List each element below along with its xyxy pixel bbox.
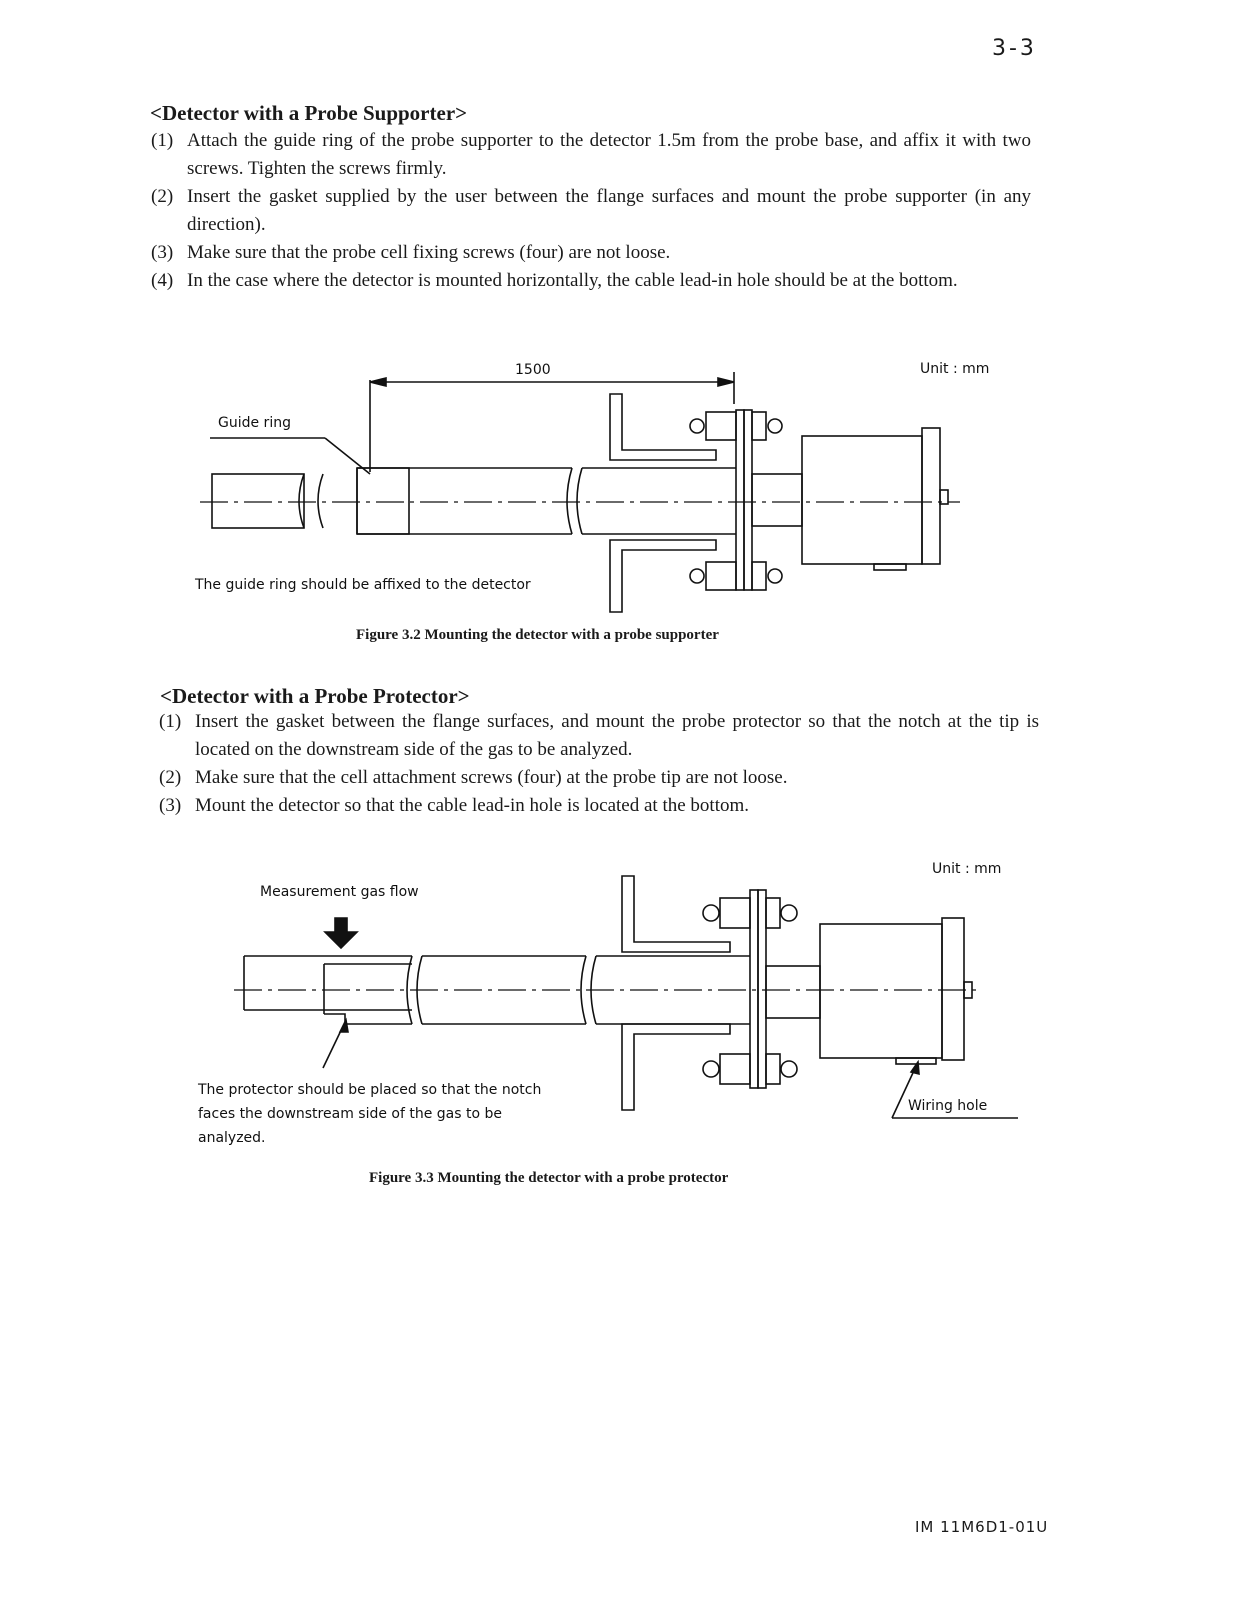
gas-flow-label: Measurement gas flow bbox=[260, 884, 419, 900]
list-item bbox=[151, 127, 1031, 183]
step-text: Make sure that the probe cell fixing screws (four) are not loose. bbox=[187, 242, 671, 263]
step-text: Insert the gasket between the flange surfaces, and mount the probe protector so that the notch at the tip is located on the downstream side of the gas to be analyzed. bbox=[195, 711, 1039, 760]
protector-note-line: The protector should be placed so that the notch bbox=[198, 1082, 542, 1098]
list-item bbox=[159, 792, 1039, 820]
step-number: (1) bbox=[159, 711, 182, 732]
step-number: (2) bbox=[151, 186, 174, 207]
step-number: (3) bbox=[151, 242, 174, 263]
protector-note-line: analyzed. bbox=[198, 1130, 266, 1146]
step-number: (2) bbox=[159, 767, 182, 788]
guide-ring-note: The guide ring should be affixed to the detector bbox=[195, 577, 531, 593]
unit-label: Unit : mm bbox=[920, 361, 990, 377]
step-text: Mount the detector so that the cable lead-in hole is located at the bottom. bbox=[195, 795, 749, 816]
guide-ring-label: Guide ring bbox=[218, 415, 291, 431]
protector-note-line: faces the downstream side of the gas to be bbox=[198, 1106, 502, 1122]
probe-supporter-steps bbox=[151, 127, 1031, 295]
list-item bbox=[151, 267, 1031, 295]
list-item bbox=[159, 708, 1039, 764]
section-heading-probe-supporter: <Detector with a Probe Supporter> bbox=[150, 101, 468, 125]
step-number: (1) bbox=[151, 130, 174, 151]
figure-caption: Figure 3.3 Mounting the detector with a probe protector bbox=[369, 1170, 729, 1186]
figure-probe-supporter-diagram bbox=[180, 352, 1020, 632]
document-id: IM 11M6D1-01U bbox=[915, 1518, 1049, 1536]
step-text: Insert the gasket supplied by the user between the flange surfaces and mount the probe supporter (in any direction). bbox=[187, 186, 1031, 235]
page-number: 3-3 bbox=[992, 36, 1037, 61]
list-item bbox=[151, 183, 1031, 239]
unit-label: Unit : mm bbox=[932, 861, 1002, 877]
step-text: Attach the guide ring of the probe supporter to the detector 1.5m from the probe base, and affix it with two screws. Tighten the screws firmly. bbox=[187, 130, 1031, 179]
figure-caption: Figure 3.2 Mounting the detector with a probe supporter bbox=[356, 627, 719, 643]
figure-probe-protector-diagram bbox=[180, 848, 1040, 1168]
list-item bbox=[159, 764, 1039, 792]
section-heading-probe-protector: <Detector with a Probe Protector> bbox=[160, 684, 470, 708]
step-text: In the case where the detector is mounted horizontally, the cable lead-in hole should be at the bottom. bbox=[187, 270, 958, 291]
dimension-label: 1500 bbox=[515, 362, 551, 378]
list-item bbox=[151, 239, 1031, 267]
step-number: (3) bbox=[159, 795, 182, 816]
wiring-hole-label: Wiring hole bbox=[908, 1098, 988, 1114]
step-number: (4) bbox=[151, 270, 174, 291]
down-arrow-icon bbox=[325, 918, 357, 948]
probe-protector-steps bbox=[159, 708, 1039, 820]
step-text: Make sure that the cell attachment screws (four) at the probe tip are not loose. bbox=[195, 767, 788, 788]
